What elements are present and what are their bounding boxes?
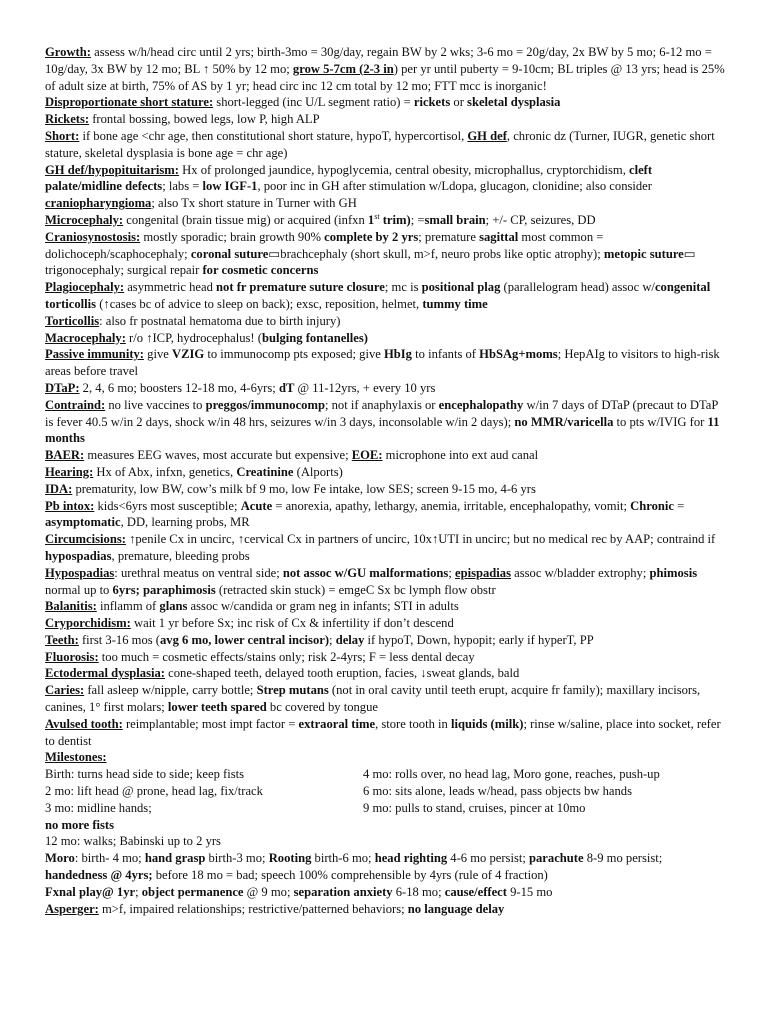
- note-baer-term: BAER:: [45, 448, 85, 463]
- note-circumcisions-term: Circumcisions:: [45, 532, 126, 547]
- note-text: give: [144, 347, 172, 362]
- note-text: m>f, impaired relationships; restrictive/patterned behaviors;: [98, 901, 408, 916]
- note-caries: [45, 682, 727, 716]
- milestone-birth: Birth: turns head side to side; keep fists: [45, 767, 245, 782]
- note-growth-term: Growth:: [45, 45, 91, 59]
- note-text: , chronic dz (Turner, IUGR, genetic short stature, skeletal dysplasia is bone age = chr age): [45, 128, 715, 160]
- note-disproportionate-term: Disproportionate short stature:: [45, 95, 214, 110]
- milestone-4mo: 4 mo: rolls over, no head lag, Moro gone, reaches, push-up: [363, 767, 660, 782]
- note-text: liquids (milk): [450, 716, 524, 731]
- note-text: cause/effect: [444, 884, 507, 899]
- note-text: short-legged (inc U/L segment ratio) =: [213, 95, 414, 110]
- note-text: Acute: [240, 498, 273, 513]
- note-text: to immunocomp pts exposed; give: [204, 347, 384, 362]
- reflexes-section: [45, 850, 727, 917]
- note-text: no MMR/varicella: [514, 414, 614, 429]
- note-text: assess w/h/head circ until 2 yrs; birth-3mo = 30g/day, regain BW by 2 wks; 3-6 mo = 20g/day, 2x BW by 5 mo; 6-12 mo = 10g/day, 3x BW by 12 mo; BL ↑ 50% by 12 mo;: [45, 45, 712, 76]
- note-text: if bone age <chr age, then constitutional short stature, hypoT, hypercortisol,: [79, 128, 468, 143]
- note-text: frontal bossing, bowed legs, low P, high ALP: [89, 112, 320, 127]
- note-text: , premature, bleeding probs: [111, 548, 250, 563]
- note-passive: [45, 346, 727, 380]
- note-text: congenital torticollis: [45, 280, 711, 311]
- note-text: Hx of Abx, infxn, genetics,: [93, 464, 237, 479]
- note-text: 2, 4, 6 mo; boosters 12-18 mo, 4-6yrs;: [79, 380, 279, 395]
- note-short-term: Short:: [45, 128, 80, 143]
- note-hypospadias-term: Hypospadias: [45, 565, 115, 580]
- note-text: mostly sporadic; brain growth 90%: [140, 229, 325, 244]
- note-text: , store tooth in: [375, 716, 451, 731]
- note-text: lower teeth spared: [167, 700, 267, 715]
- note-text: grow 5-7cm (2-3 in: [292, 61, 394, 76]
- note-passive-term: Passive immunity:: [45, 347, 144, 362]
- note-avulsed-term: Avulsed tooth:: [45, 716, 123, 731]
- note-text: wait 1 yr before Sx; inc risk of Cx & infertility if don’t descend: [130, 616, 454, 631]
- note-text: = anorexia, apathy, lethargy, anemia, irritable, encephalopathy, vomit;: [272, 498, 631, 513]
- milestone-2mo: 2 mo: lift head @ prone, head lag, fix/track: [45, 784, 263, 799]
- note-craniosynostosis-term: Craniosynostosis:: [45, 229, 141, 244]
- note-text: head righting: [374, 851, 448, 866]
- note-microcephaly-term: Microcephaly:: [45, 212, 124, 227]
- note-text: ;: [135, 884, 142, 899]
- note-text: birth-3 mo;: [205, 851, 269, 866]
- note-text: ▭ trigonocephaly; surgical repair: [45, 246, 696, 278]
- note-teeth-term: Teeth:: [45, 632, 79, 647]
- milestone-12mo: 12 mo: walks; Babinski up to 2 yrs: [45, 834, 221, 849]
- note-asperger: [45, 901, 727, 918]
- note-text: phimosis: [649, 565, 698, 580]
- note-contraind: [45, 397, 727, 447]
- note-avulsed: [45, 716, 727, 750]
- note-text: birth-6 mo;: [311, 851, 375, 866]
- note-text: ; +/- CP, seizures, DD: [485, 212, 596, 227]
- note-text: coronal suture: [190, 246, 269, 261]
- note-text: first 3-16 mos (: [78, 632, 160, 647]
- note-dtap-term: DTaP:: [45, 380, 80, 395]
- note-text: dT: [278, 380, 295, 395]
- note-contraind-term: Contraind:: [45, 397, 106, 412]
- note-text: encephalopathy: [438, 397, 524, 412]
- note-ida: [45, 481, 727, 498]
- note-fluorosis-term: Fluorosis:: [45, 649, 99, 664]
- note-text: avg 6 mo, lower central incisor): [159, 632, 330, 647]
- note-text: tummy time: [422, 296, 488, 311]
- note-text: Rooting: [268, 851, 312, 866]
- milestone-9mo: 9 mo: pulls to stand, cruises, pincer at 10mo: [363, 800, 586, 815]
- note-text: 6yrs; paraphimosis: [112, 582, 216, 597]
- note-text: assoc w/bladder extrophy;: [511, 565, 650, 580]
- note-macrocephaly-term: Macrocephaly:: [45, 330, 126, 345]
- note-text: extraoral time: [298, 716, 376, 731]
- note-text: not fr premature suture closure: [216, 280, 385, 295]
- note-ghdef: [45, 162, 727, 212]
- milestones-heading: Milestones:: [45, 750, 107, 765]
- note-torticollis-term: Torticollis: [45, 313, 100, 328]
- note-ghdef-term: GH def/hypopituitarism:: [45, 162, 179, 177]
- note-craniosynostosis: [45, 229, 727, 279]
- note-hearing: [45, 464, 727, 481]
- note-text: too much = cosmetic effects/stains only; risk 2-4yrs; F = less dental decay: [98, 649, 475, 664]
- note-plagiocephaly-term: Plagiocephaly:: [45, 280, 125, 295]
- note-text: sagittal: [479, 229, 519, 244]
- notes-entries: [45, 44, 727, 749]
- note-text: fall asleep w/nipple, carry bottle;: [84, 683, 257, 698]
- note-text: delay: [335, 632, 365, 647]
- note-text: assoc w/candida or gram neg in infants; STI in adults: [187, 599, 459, 614]
- note-text: congenital (brain tissue mig) or acquired (infxn: [123, 212, 368, 227]
- milestones-grid: [45, 766, 727, 833]
- note-hypospadias: [45, 565, 727, 599]
- note-text: : also fr postnatal hematoma due to birth injury): [99, 313, 341, 328]
- note-text: st: [374, 211, 380, 221]
- note-asperger-term: Asperger:: [45, 901, 99, 916]
- note-text: preggos/immunocomp: [205, 397, 325, 412]
- milestone-3mo-text: 3 mo: midline hands;: [45, 800, 152, 815]
- note-text: inflamm of: [96, 599, 160, 614]
- note-text: complete by 2 yrs: [324, 229, 419, 244]
- note-microcephaly: [45, 212, 727, 229]
- note-text: ; premature: [418, 229, 480, 244]
- note-text: 8-9 mo persist;: [583, 851, 663, 866]
- note-growth: [45, 44, 727, 94]
- note-text: cone-shaped teeth, delayed tooth eruption, facies, ↓sweat glands, bald: [165, 666, 520, 681]
- note-text: , poor inc in GH after stimulation w/Ldopa, glucagon, clonidine; also consider: [257, 179, 652, 194]
- note-text: small brain: [424, 212, 486, 227]
- note-text: ▭brachcephaly (short skull, m>f, neuro probs like optic atrophy);: [268, 246, 604, 261]
- note-text: ; also Tx short stature in Turner with GH: [151, 196, 357, 211]
- note-text: microphone into ext aud canal: [382, 448, 539, 463]
- note-text: 6-18 mo;: [392, 884, 445, 899]
- note-text: GH def: [467, 128, 507, 143]
- note-hearing-term: Hearing:: [45, 464, 94, 479]
- note-disproportionate: [45, 94, 727, 111]
- note-text: normal up to: [45, 582, 113, 597]
- note-text: glans: [159, 599, 188, 614]
- note-plagiocephaly: [45, 279, 727, 313]
- note-teeth: [45, 632, 727, 649]
- note-baer: [45, 447, 727, 464]
- note-text: not assoc w/GU malformations: [282, 565, 449, 580]
- note-text: w/in 7 days of DTaP (precaut to DTaP is fever 40.5 w/in 2 days, shock w/in 48 hrs, seizures w/in 3 days, inconsolable w/in 2 days);: [45, 397, 718, 429]
- note-text: ; not if anaphylaxis or: [324, 397, 439, 412]
- note-text: Hx of prolonged jaundice, hypoglycemia, central obesity, microphallus, cryptorchidism,: [179, 162, 629, 177]
- note-text: rickets: [413, 95, 451, 110]
- note-text: parachute: [529, 851, 584, 866]
- note-text: reimplantable; most impt factor =: [122, 716, 299, 731]
- note-fxnal-term: Fxnal play@ 1yr: [45, 884, 136, 899]
- milestone-6mo: 6 mo: sits alone, leads w/head, pass objects bw hands: [363, 784, 632, 799]
- note-text: craniopharyngioma: [45, 196, 152, 211]
- note-text: ;: [448, 565, 455, 580]
- note-text: (retracted skin stuck) = emgeC Sx bc lymph flow obstr: [215, 582, 496, 597]
- note-text: hand grasp: [144, 851, 206, 866]
- note-text: cleft palate/midline defects: [45, 162, 653, 194]
- milestone-3mo: [45, 800, 363, 834]
- note-short: [45, 128, 727, 162]
- note-text: kids<6yrs most susceptible;: [94, 498, 241, 513]
- note-circumcisions: [45, 531, 727, 565]
- note-text: bc covered by tongue: [266, 700, 378, 715]
- note-text: to pts w/IVIG for: [613, 414, 708, 429]
- note-text: @ 9 mo;: [243, 884, 294, 899]
- note-text: 4-6 mo persist;: [447, 851, 529, 866]
- note-text: skeletal dysplasia: [467, 95, 561, 110]
- note-text: for cosmetic concerns: [202, 263, 319, 278]
- note-balanitis-term: Balanitis:: [45, 599, 97, 614]
- note-text: epispadias: [455, 565, 511, 580]
- note-text: bulging fontanelles): [261, 330, 368, 345]
- note-ectodermal: [45, 665, 727, 682]
- note-macrocephaly: [45, 330, 727, 347]
- note-text: ↑penile Cx in uncirc, ↑cervical Cx in partners of uncirc, 10x↑UTI in uncirc; but no medical rec by AAP; contraind if: [125, 532, 716, 547]
- note-text: no language delay: [407, 901, 505, 916]
- note-cryptorchidism: [45, 615, 727, 632]
- note-moro: [45, 850, 727, 884]
- note-text: Strep mutans: [256, 683, 329, 698]
- note-text: 1: [367, 212, 375, 227]
- note-text: EOE:: [351, 448, 383, 463]
- note-torticollis: [45, 313, 727, 330]
- note-text: asymptomatic: [45, 515, 121, 530]
- note-text: hypospadias: [45, 548, 112, 563]
- milestones-section: [45, 749, 727, 850]
- note-text: ; =: [410, 212, 425, 227]
- note-text: @ 11-12yrs, + every 10 yrs: [294, 380, 436, 395]
- note-text: ; mc is: [384, 280, 422, 295]
- note-ida-term: IDA:: [45, 481, 73, 496]
- note-text: or: [450, 95, 468, 110]
- note-text: to infants of: [411, 347, 480, 362]
- note-rickets-term: Rickets:: [45, 112, 90, 127]
- note-text: object permanence: [141, 884, 244, 899]
- note-text: if hypoT, Down, hypopit; early if hyperT, PP: [364, 632, 594, 647]
- note-text: most common = dolichoceph/scaphocephaly;: [45, 229, 604, 261]
- note-text: 11 months: [45, 414, 720, 446]
- note-text: no live vaccines to: [105, 397, 206, 412]
- note-dtap: [45, 380, 727, 397]
- note-rickets: [45, 111, 727, 128]
- note-text: positional plag: [421, 280, 501, 295]
- note-text: Creatinine: [236, 464, 294, 479]
- note-text: (not in oral cavity until teeth erupt, acquire fr family); maxillary incisors, canines, 1° first molars;: [45, 683, 701, 715]
- note-text: metopic suture: [603, 246, 684, 261]
- note-text: before 18 mo = bad; speech 100% comprehensible by 4yrs (rule of 4 fraction): [152, 868, 548, 883]
- note-text: HbIg: [383, 347, 412, 362]
- note-ectodermal-term: Ectodermal dysplasia:: [45, 666, 165, 681]
- note-caries-term: Caries:: [45, 683, 85, 698]
- note-moro-term: Moro: [45, 851, 75, 866]
- note-text: ; HepAIg to visitors to high-risk areas before travel: [45, 347, 720, 379]
- note-text: 9-15 mo: [506, 884, 553, 899]
- note-text: =: [674, 498, 685, 513]
- note-text: (parallelogram head) assoc w/: [500, 280, 655, 295]
- note-text: , DD, learning probs, MR: [120, 515, 250, 530]
- milestone-3mo-bold: no more fists: [45, 817, 115, 832]
- note-balanitis: [45, 598, 727, 615]
- note-text: prematurity, low BW, cow’s milk bf 9 mo, low Fe intake, low SES; screen 9-15 mo, 4-6 yrs: [72, 481, 536, 496]
- note-text: low IGF-1: [202, 179, 258, 194]
- note-text: asymmetric head: [124, 280, 217, 295]
- note-text: VZIG: [171, 347, 205, 362]
- note-text: : urethral meatus on ventral side;: [114, 565, 283, 580]
- note-text: Chronic: [630, 498, 674, 513]
- note-text: trim): [379, 212, 411, 227]
- note-pb-term: Pb intox:: [45, 498, 95, 513]
- note-text: (↑cases bc of advice to sleep on back); exsc, reposition, helmet,: [96, 296, 423, 311]
- note-pb: [45, 498, 727, 532]
- note-text: ; rinse w/saline, place into socket, refer to dentist: [45, 716, 721, 748]
- note-text: handedness @ 4yrs;: [45, 868, 153, 883]
- note-text: (Alports): [293, 464, 343, 479]
- note-text: measures EEG waves, most accurate but expensive;: [84, 448, 352, 463]
- note-text: : birth- 4 mo;: [74, 851, 145, 866]
- note-text: ;: [329, 632, 336, 647]
- note-text: HbSAg+moms: [479, 347, 558, 362]
- note-text: r/o ↑ICP, hydrocephalus! (: [125, 330, 262, 345]
- note-text: separation anxiety: [293, 884, 393, 899]
- note-text: ) per yr until puberty = 9-10cm; BL triples @ 13 yrs; head is 25% of adult size at birth, 75% of AS by 1 yr; head circ inc 12 cm total by 12 mo; FTT mcc is inorganic!: [45, 61, 725, 93]
- note-fxnal: [45, 884, 727, 901]
- note-text: ; labs =: [162, 179, 203, 194]
- note-fluorosis: [45, 649, 727, 666]
- note-cryptorchidism-term: Cryporchidism:: [45, 616, 131, 631]
- study-notes-page: [45, 44, 727, 917]
